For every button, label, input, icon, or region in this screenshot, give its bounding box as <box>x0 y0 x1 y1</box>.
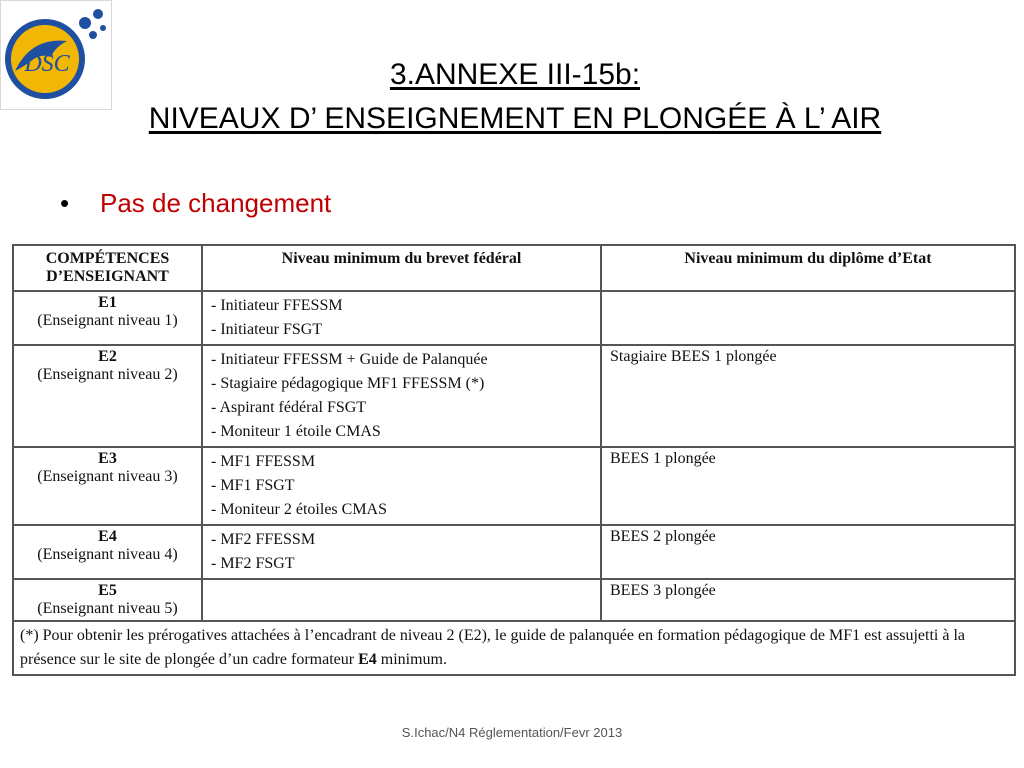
level-label: (Enseignant niveau 2) <box>37 366 178 383</box>
federal-item: - Stagiaire pédagogique MF1 FFESSM (*) <box>211 375 485 392</box>
state-cell: BEES 3 plongée <box>601 579 1015 621</box>
level-label: (Enseignant niveau 5) <box>37 600 178 617</box>
federal-cell <box>202 447 601 525</box>
competence-cell <box>13 525 202 579</box>
level-label: (Enseignant niveau 1) <box>37 312 178 329</box>
table-row <box>13 447 1015 525</box>
footnote-end: minimum. <box>376 651 447 668</box>
dsc-dolphin-logo-icon <box>1 1 111 109</box>
table-row <box>13 291 1015 345</box>
federal-item: - Moniteur 1 étoile CMAS <box>211 423 381 440</box>
state-cell: Stagiaire BEES 1 plongée <box>601 345 1015 447</box>
bullet-item <box>60 188 331 219</box>
footnote-cell <box>13 621 1015 675</box>
federal-item: - MF1 FFESSM <box>211 453 316 470</box>
bullet-text: Pas de changement <box>100 188 332 218</box>
bullet-dot-icon: • <box>60 188 70 218</box>
federal-item: - Aspirant fédéral FSGT <box>211 399 367 416</box>
level-label: (Enseignant niveau 3) <box>37 468 178 485</box>
level-code: E3 <box>98 450 117 467</box>
competence-cell <box>13 345 202 447</box>
header-competences: COMPÉTENCES D’ENSEIGNANT <box>13 245 202 291</box>
state-cell <box>601 291 1015 345</box>
footnote-row <box>13 621 1015 675</box>
competence-cell <box>13 447 202 525</box>
table-row <box>13 579 1015 621</box>
federal-item: - Moniteur 2 étoiles CMAS <box>211 501 387 518</box>
competence-cell <box>13 579 202 621</box>
logo <box>0 0 112 110</box>
slide-footer: S.Ichac/N4 Réglementation/Fevr 2013 <box>401 725 623 740</box>
table-header-row <box>13 245 1015 291</box>
federal-cell <box>202 345 601 447</box>
competence-cell <box>13 291 202 345</box>
federal-cell <box>202 291 601 345</box>
federal-item: - Initiateur FSGT <box>211 321 323 338</box>
table-row <box>13 525 1015 579</box>
table-row <box>13 345 1015 447</box>
level-code: E1 <box>98 294 117 311</box>
state-cell: BEES 1 plongée <box>601 447 1015 525</box>
state-cell: BEES 2 plongée <box>601 525 1015 579</box>
federal-item: - MF2 FSGT <box>211 555 295 572</box>
teaching-levels-table <box>12 244 1016 676</box>
level-label: (Enseignant niveau 4) <box>37 546 178 563</box>
federal-item: - Initiateur FFESSM + Guide de Palanquée <box>211 351 488 368</box>
logo-text: DSC <box>24 51 70 77</box>
footnote-bold: E4 <box>358 651 377 668</box>
title-line-1: 3.ANNEXE III-15b: <box>389 58 641 91</box>
federal-item: - MF2 FFESSM <box>211 531 316 548</box>
header-state: Niveau minimum du diplôme d’Etat <box>601 245 1015 291</box>
page-title <box>100 53 930 141</box>
title-line-2: NIVEAUX D’ ENSEIGNEMENT EN PLONGÉE À L’ AIR <box>148 102 882 135</box>
footnote-text: (*) Pour obtenir les prérogatives attachées à l’encadrant de niveau 2 (E2), le guide de palanquée en formation pédagogique de MF1 est assujetti à la présence sur le site de plongée d’un cadre formateur <box>20 627 965 668</box>
level-code: E4 <box>98 528 117 545</box>
level-code: E2 <box>98 348 117 365</box>
federal-item: - Initiateur FFESSM <box>211 297 343 314</box>
level-code: E5 <box>98 582 117 599</box>
header-federal: Niveau minimum du brevet fédéral <box>202 245 601 291</box>
federal-cell <box>202 579 601 621</box>
federal-item: - MF1 FSGT <box>211 477 295 494</box>
federal-cell <box>202 525 601 579</box>
